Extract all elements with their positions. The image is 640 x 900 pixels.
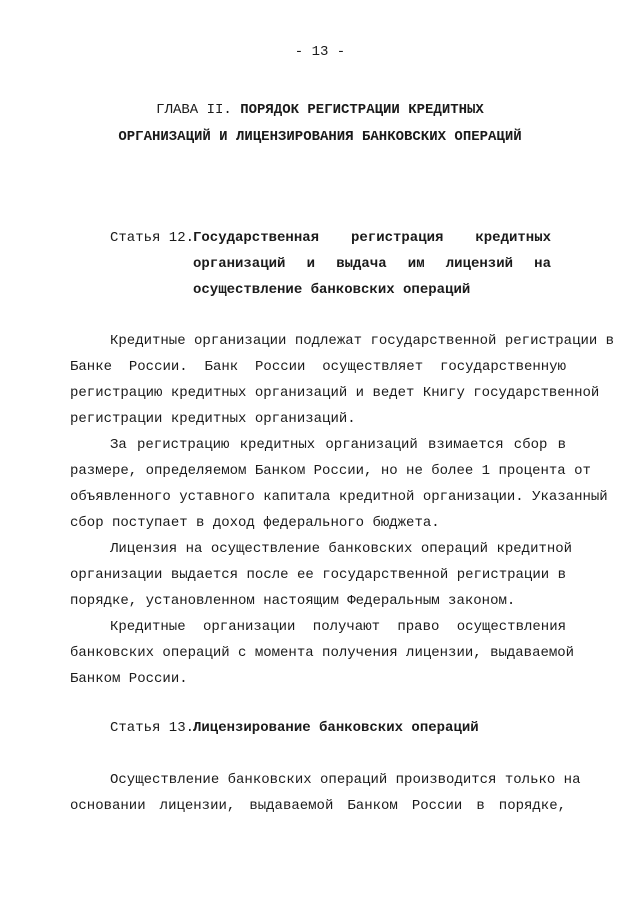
paragraph-line: регистрацию кредитных организаций и ведет Книгу государственной bbox=[70, 385, 600, 401]
paragraph-line: банковских операций с момента получения лицензии, выдаваемой bbox=[70, 645, 575, 661]
paragraph-line: размере, определяемом Банком России, но не более 1 процента от bbox=[70, 463, 591, 479]
chapter-label: ГЛАВА II. bbox=[156, 102, 232, 118]
article-12-title-line-1: Государственная регистрация кредитных bbox=[193, 230, 551, 246]
article-12-title-line-2: организаций и выдача им лицензий на bbox=[193, 256, 551, 272]
article-13-title: Лицензирование банковских операций bbox=[193, 720, 479, 736]
paragraph-line: За регистрацию кредитных организаций взимается сбор в bbox=[110, 437, 566, 453]
paragraph-line: объявленного уставного капитала кредитной организации. Указанный bbox=[70, 489, 608, 505]
paragraph-line: Кредитные организации подлежат государственной регистрации в bbox=[110, 333, 615, 349]
paragraph-line: регистрации кредитных организаций. bbox=[70, 411, 356, 427]
paragraph-line: порядке, установленном настоящим Федеральным законом. bbox=[70, 593, 516, 609]
paragraph-line: Кредитные организации получают право осуществления bbox=[110, 619, 566, 635]
article-13-label: Статья 13. bbox=[110, 720, 195, 736]
paragraph-line: Лицензия на осуществление банковских операций кредитной bbox=[110, 541, 573, 557]
paragraph-line: основании лицензии, выдаваемой Банком России в порядке, bbox=[70, 798, 566, 814]
chapter-title-line1: ПОРЯДОК РЕГИСТРАЦИИ КРЕДИТНЫХ bbox=[240, 102, 484, 118]
paragraph-line: Банке России. Банк России осуществляет государственную bbox=[70, 359, 566, 375]
paragraph-line: организации выдается после ее государственной регистрации в bbox=[70, 567, 566, 583]
article-12-label: Статья 12. bbox=[110, 230, 195, 246]
paragraph-line: Банком России. bbox=[70, 671, 188, 687]
paragraph-line: Осуществление банковских операций производится только на bbox=[110, 772, 581, 788]
chapter-title-line2: ОРГАНИЗАЦИЙ И ЛИЦЕНЗИРОВАНИЯ БАНКОВСКИХ ОПЕРАЦИЙ bbox=[118, 129, 522, 145]
chapter-heading-line1 bbox=[0, 96, 640, 124]
article-12-title-line-3: осуществление банковских операций bbox=[193, 282, 471, 298]
page-number: - 13 - bbox=[294, 44, 346, 60]
paragraph-line: сбор поступает в доход федерального бюджета. bbox=[70, 515, 440, 531]
